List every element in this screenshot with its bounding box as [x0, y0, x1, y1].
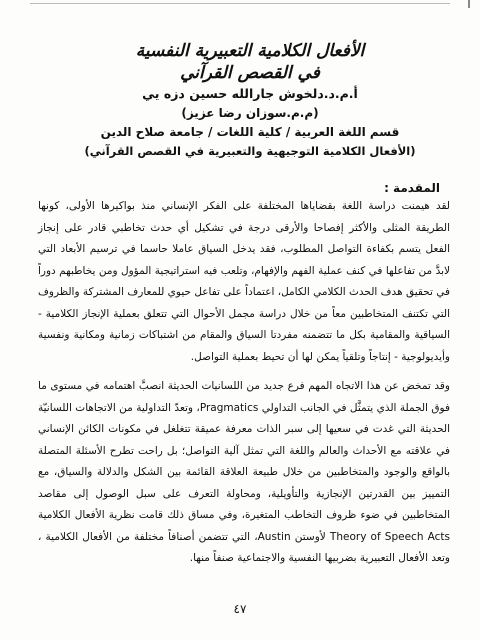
- title-line-1: الأفعال الكلامية التعبيرية النفسية: [135, 41, 365, 61]
- affiliation: قسم اللغة العربية / كلية اللغات / جامعة صلاح الدين: [100, 125, 400, 139]
- article-header: [80, 40, 420, 160]
- author-2: (م.م.سوزان رضا عزيز): [181, 106, 319, 120]
- intro-heading: المقدمة :: [384, 181, 440, 195]
- paragraph-2: وقد تمخض عن هذا الاتجاه المهم فرع جديد من اللسانيات الحديثة انصبَّ اهتمامه في مستوى ما فوق الجملة الذي يتمثَّل في الجانب التداولي Pragmatics، وتعدّ التداولية من الاتجاهات اللسانيّة الحديثة التي غدت في سعيها إلى سبر الذات معرفة عميقة تتغلغل في مكونات الكائن الإنساني في علاقته مع الأحداث والعالم واللغة التي تمثل آلية التواصل؛ بل راحت تطرح الأسئلة المتصلة بالواقع والوجود والمتخاطبين من خلال طبيعة العلاقة القائمة بين الشكل والدلالة والسياق، مع التمييز بين القدرتين الإنجازية والتأويلية، ومحاولة التعرف على سبل الوصول إلى مقاصد المتخاطبين في ضوء ظروف التخاطب المتغيرة، وفي مساق ذلك قامت نظرية الأفعال الكلامية Theory of Speech Acts لأوستن Austin، التي تتضمن أصنافاً مختلفة من الأفعال الكلامية ، وتعد الأفعال التعبيرية بضربيها النفسية والاجتماعية صنفاً منها.: [38, 380, 450, 564]
- page-number: ٤٧: [233, 602, 247, 616]
- title-line-2: في القصص القرآني: [180, 63, 320, 83]
- paragraph-1: لقد هيمنت دراسة اللغة بقضاياها المختلفة على الفكر الإنساني منذ بواكيرها الأولى، كونها الطريقة المثلى والأكثر إفصاحا والأرقى درجة في تشكيل أي حدث تخاطبي قادر على إنجاز الفعل يتسم بكفاءة التواصل المطلوب، فقد يدخل السياق عاملا حاسما في ترسيم الأبعاد التي لابدَّ من تفاعلها في كنف عملية الفهم والإفهام، وتلعب فيه استراتيجية المؤول ومن يخاطبهم دوراً في تحقيق هدف الحدث الكلامي الكامل، اعتماداً على تفاعل حيوي للمعارف المشتركة والظروف التي تكتنف المتخاطبين معاً من خلال دراسة مجمل الأحوال التي تتعلق بعملية الإنجاز الكلامية - السياقية والمقامية بكل ما تتضمنه مفردتا السياق والمقام من اشتباكات زمانية ومكانية ونفسية وأيديولوجية - إنتاجاً وتلقياً يمكن لها أن تحيط بعملية التواصل.: [38, 200, 450, 363]
- top-rule: [30, 3, 450, 4]
- top-mark: [468, 0, 470, 8]
- author-1: أ.م.د.دلخوش جارالله حسين دزه يي: [142, 86, 358, 101]
- subtitle: (الأفعال الكلامية التوجيهية والتعبيرية في القصص القرآني): [84, 144, 416, 158]
- body-text: [38, 196, 450, 570]
